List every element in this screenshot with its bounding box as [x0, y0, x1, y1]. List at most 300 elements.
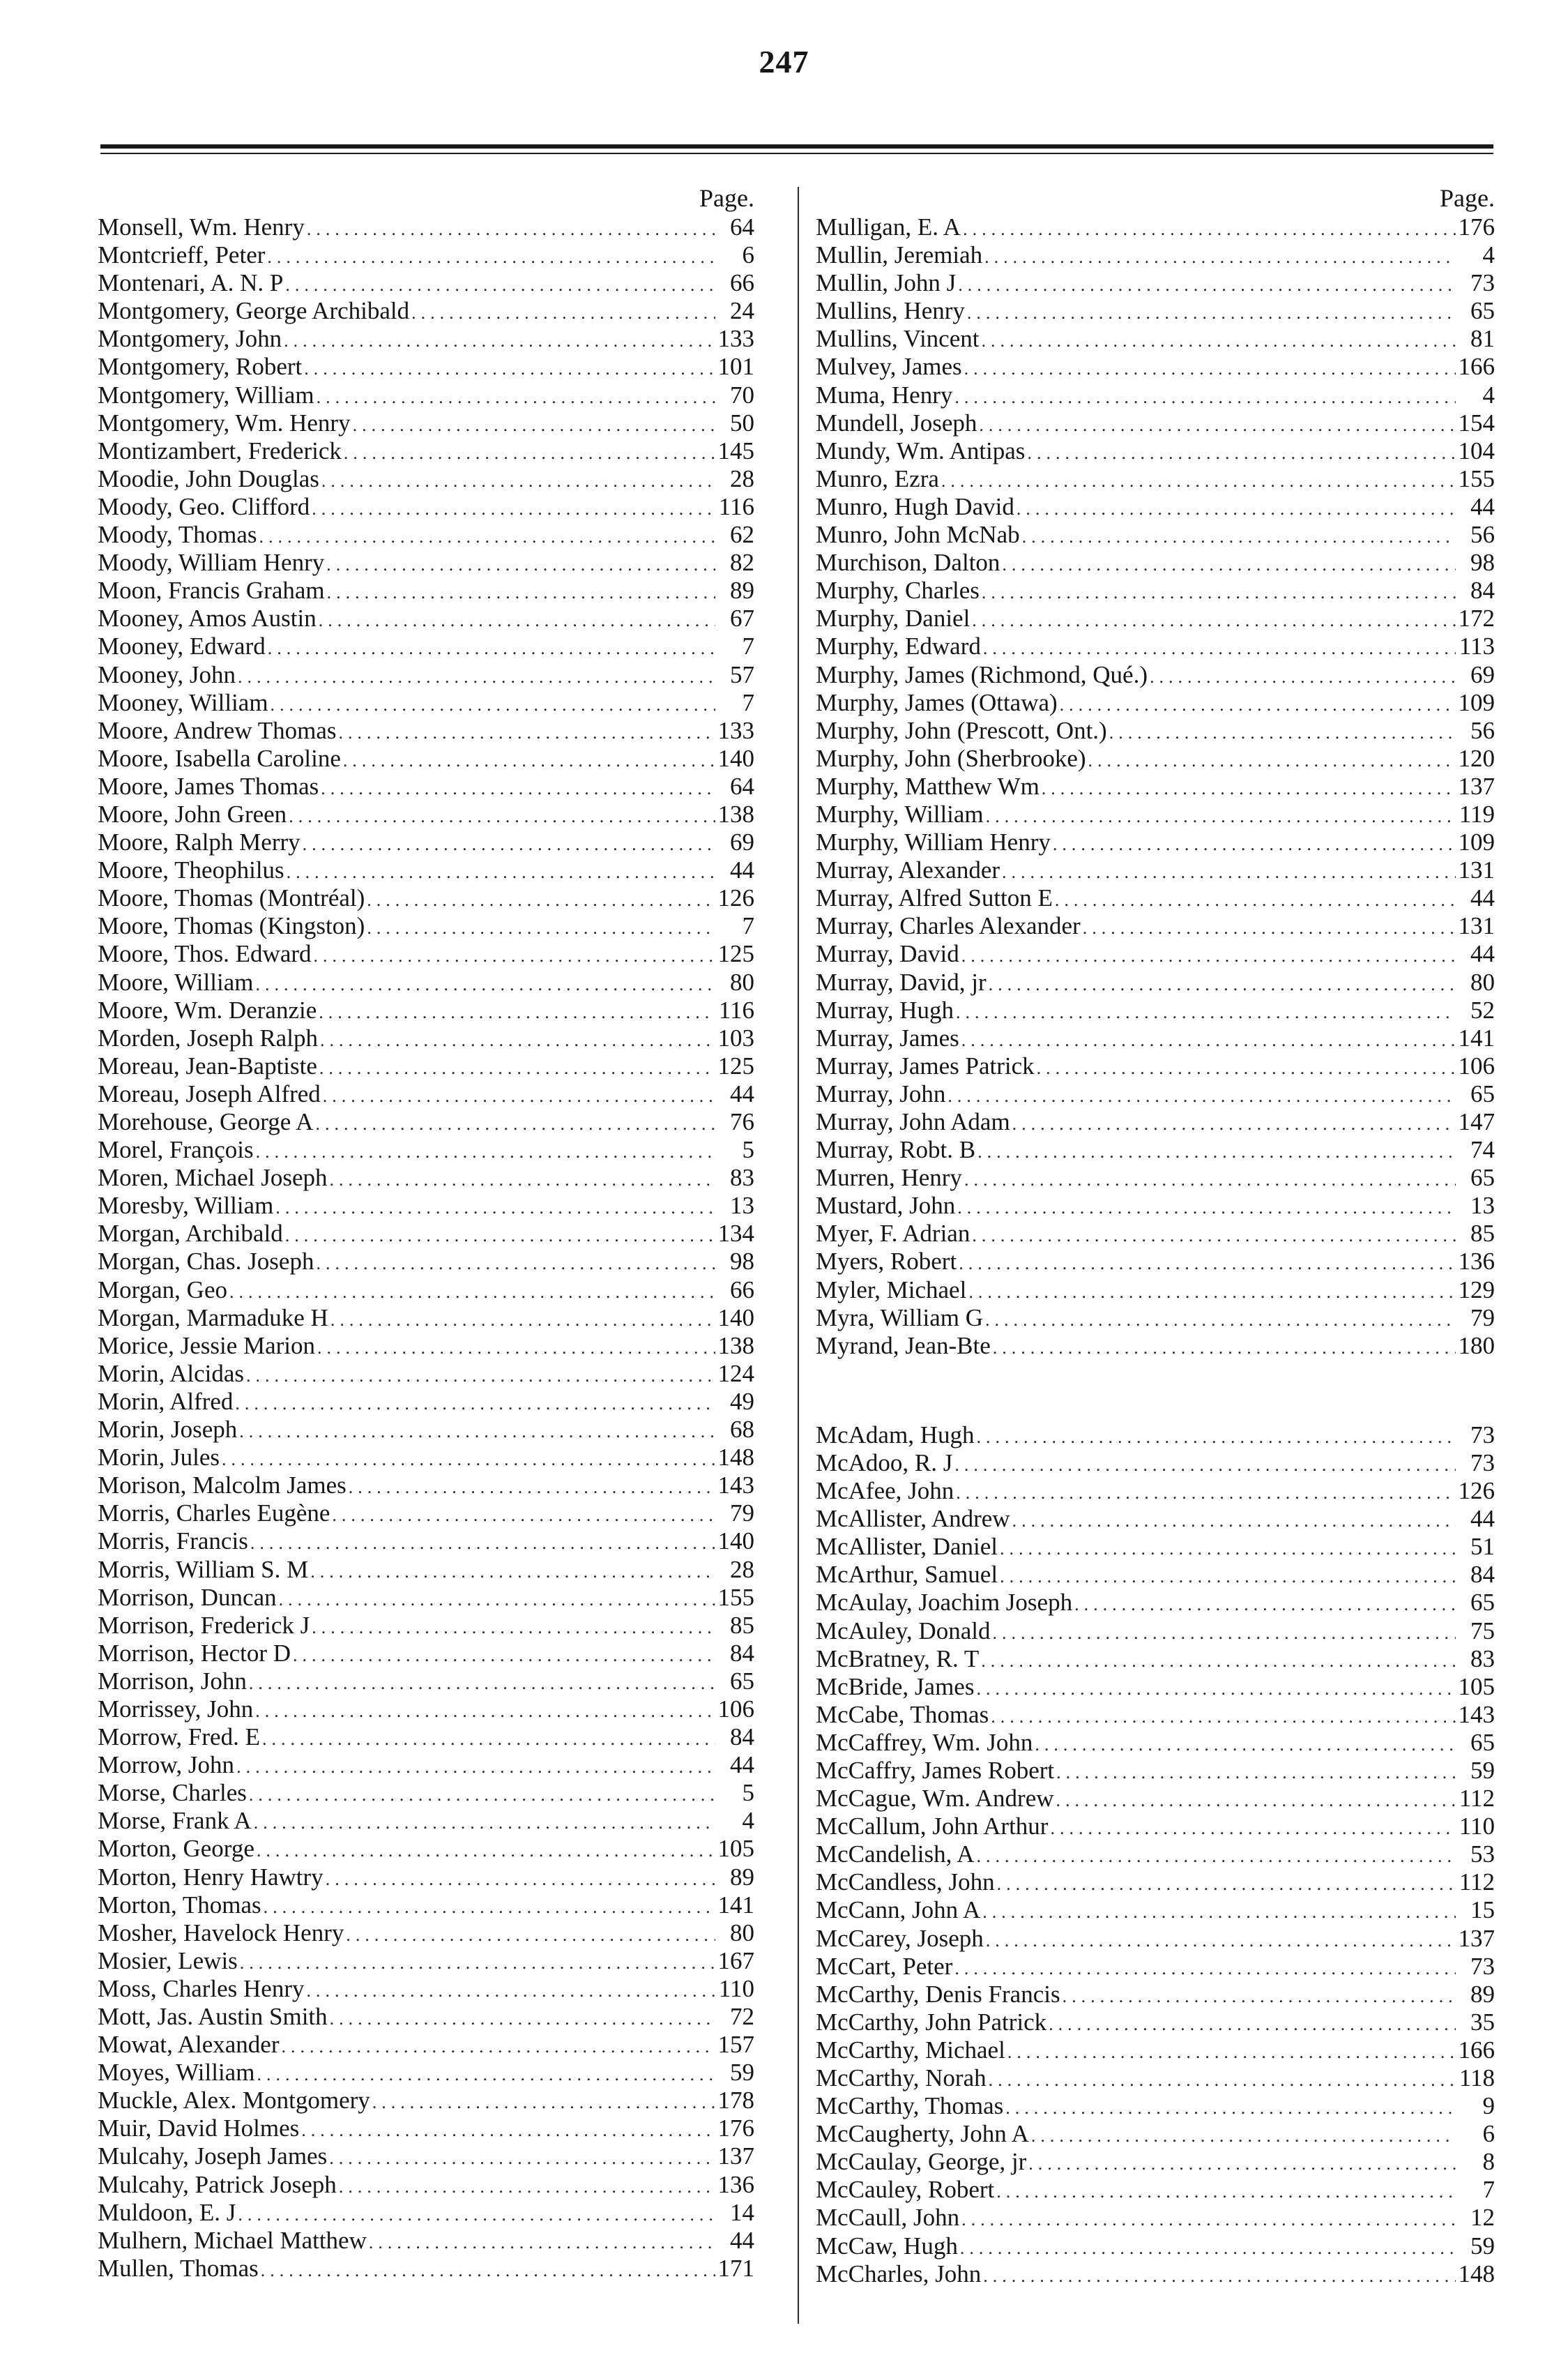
dot-leader: [268, 691, 715, 717]
index-entry: [98, 661, 754, 689]
entry-name: McCaw, Hugh: [816, 2232, 958, 2260]
index-entry: [98, 1751, 754, 1779]
index-entry: [98, 1136, 754, 1164]
entry-page: 5: [742, 1779, 754, 1807]
entry-page: 125: [717, 940, 754, 968]
dot-leader: [998, 1563, 1456, 1589]
index-entry: [816, 1840, 1495, 1868]
entry-page: 85: [730, 1611, 754, 1639]
dot-leader: [257, 523, 715, 549]
dot-leader: [247, 1781, 715, 1807]
entry-page: 157: [717, 2031, 754, 2059]
dot-leader: [321, 1082, 715, 1108]
index-entry: [98, 465, 754, 493]
dot-leader: [1054, 1759, 1456, 1785]
entry-page: 73: [1470, 1448, 1495, 1476]
entry-page: 167: [717, 1946, 754, 1974]
entry-name: Murphy, William Henry: [816, 828, 1051, 856]
entry-page: 140: [717, 1527, 754, 1555]
entry-page: 105: [717, 1835, 754, 1863]
dot-leader: [330, 1501, 715, 1527]
entry-page: 64: [730, 213, 754, 241]
dot-leader: [300, 831, 715, 856]
index-entry: [816, 2232, 1495, 2260]
entry-page: 59: [1470, 2232, 1495, 2260]
entry-page: 12: [1470, 2204, 1495, 2232]
dot-leader: [1053, 886, 1456, 912]
index-entry: [98, 1807, 754, 1835]
entry-page: 9: [1482, 2092, 1495, 2120]
dot-leader: [1035, 1054, 1456, 1080]
entry-name: Montgomery, Robert: [98, 353, 303, 381]
entry-page: 109: [1458, 828, 1495, 856]
dot-leader: [954, 1479, 1455, 1505]
dot-leader: [962, 1166, 1456, 1192]
entry-name: Muma, Henry: [816, 381, 953, 409]
index-entry: [816, 1276, 1495, 1304]
dot-leader: [975, 1138, 1456, 1164]
dot-leader: [351, 411, 715, 437]
entry-page: 66: [730, 1276, 754, 1303]
entry-page: 178: [717, 2087, 754, 2114]
dot-leader: [324, 1866, 715, 1891]
index-entry: [98, 1164, 754, 1192]
index-entry: [816, 381, 1495, 409]
dot-leader: [314, 1250, 715, 1276]
entry-name: Morin, Alfred: [98, 1387, 234, 1415]
entry-page: 136: [717, 2170, 754, 2198]
dot-leader: [252, 1809, 715, 1835]
entry-name: Moore, Isabella Caroline: [98, 744, 341, 772]
dot-leader: [987, 2066, 1456, 2092]
dot-leader: [966, 1278, 1455, 1304]
entry-page: 89: [730, 1863, 754, 1891]
dot-leader: [365, 914, 715, 940]
entry-page: 89: [730, 577, 754, 605]
entry-page: 49: [730, 1387, 754, 1415]
dot-leader: [1014, 495, 1456, 521]
entry-name: Murray, Hugh: [816, 996, 954, 1024]
dot-leader: [370, 2089, 715, 2114]
entry-name: Montgomery, John: [98, 325, 282, 353]
entry-page: 52: [1470, 996, 1495, 1024]
entry-name: McCague, Wm. Andrew: [816, 1785, 1054, 1813]
entry-name: Murphy, Edward: [816, 633, 981, 660]
dot-leader: [312, 942, 715, 968]
entry-name: Munro, John McNab: [816, 521, 1020, 549]
entry-page: 83: [1470, 1644, 1495, 1672]
entry-name: Moreau, Joseph Alfred: [98, 1080, 321, 1107]
entry-name: Morse, Charles: [98, 1779, 247, 1807]
dot-leader: [347, 1474, 715, 1499]
entry-page: 73: [1470, 269, 1495, 297]
index-entry: [816, 1981, 1495, 2008]
dot-leader: [1033, 1731, 1456, 1757]
entry-name: Moss, Charles Henry: [98, 1974, 305, 2002]
dot-leader: [302, 355, 715, 381]
entry-page: 84: [1470, 1561, 1495, 1589]
index-entry: [816, 1589, 1495, 1617]
entry-name: Montgomery, George Archibald: [98, 297, 410, 325]
entry-name: Moody, William Henry: [98, 549, 325, 577]
entry-name: Moore, Ralph Merry: [98, 828, 300, 856]
index-entry: [816, 1332, 1495, 1360]
dot-leader: [957, 1250, 1455, 1276]
entry-page: 5: [742, 1136, 754, 1164]
entry-name: Murphy, Matthew Wm: [816, 772, 1040, 800]
index-entry: [816, 1645, 1495, 1673]
entry-name: Morrow, Fred. E: [98, 1723, 260, 1751]
entry-name: Murphy, James (Richmond, Qué.): [816, 660, 1148, 688]
dot-leader: [1060, 1983, 1456, 2008]
entry-page: 44: [1470, 884, 1495, 912]
index-entry: [816, 605, 1495, 633]
index-entry: [816, 2092, 1495, 2120]
index-entry: [98, 1891, 754, 1919]
index-entry: [816, 828, 1495, 856]
entry-page: 101: [717, 353, 754, 381]
entry-name: Munro, Ezra: [816, 464, 939, 492]
entry-page: 155: [717, 1583, 754, 1611]
entry-page: 113: [1459, 633, 1495, 660]
dot-leader: [233, 1390, 715, 1416]
entry-name: McCandless, John: [816, 1868, 995, 1896]
entry-name: Moore, Thos. Edward: [98, 940, 312, 968]
entry-name: McBratney, R. T: [816, 1644, 980, 1672]
entry-page: 44: [730, 1751, 754, 1779]
entry-page: 79: [730, 1499, 754, 1527]
entry-page: 98: [1470, 549, 1495, 577]
dot-leader: [1054, 1787, 1456, 1813]
dot-leader: [1040, 775, 1456, 801]
dot-leader: [959, 942, 1456, 968]
entry-name: Morgan, Chas. Joseph: [98, 1248, 314, 1276]
entry-page: 148: [1458, 2260, 1495, 2287]
dot-leader: [328, 2005, 715, 2031]
entry-page: 6: [1482, 2120, 1495, 2148]
index-entry: [98, 1835, 754, 1863]
entry-name: Mulhern, Michael Matthew: [98, 2226, 367, 2254]
index-entry: [98, 2114, 754, 2142]
index-entry: [816, 884, 1495, 912]
index-entry: [98, 297, 754, 325]
dot-leader: [327, 2144, 715, 2170]
entry-page: 74: [1470, 1136, 1495, 1164]
index-entry: [98, 773, 754, 801]
index-entry: [98, 1612, 754, 1640]
entry-page: 106: [717, 1695, 754, 1723]
entry-name: Moore, Wm. Deranzie: [98, 996, 317, 1024]
entry-name: Morgan, Geo: [98, 1276, 227, 1303]
index-entry: [816, 1673, 1495, 1701]
dot-leader: [989, 1703, 1455, 1729]
index-entry: [98, 2227, 754, 2255]
index-entry: [98, 2059, 754, 2087]
entry-page: 112: [1459, 1785, 1495, 1813]
entry-name: Morison, Malcolm James: [98, 1471, 347, 1499]
entry-name: Munro, Hugh David: [816, 492, 1014, 520]
entry-page: 148: [717, 1444, 754, 1471]
entry-name: McCallum, John Arthur: [816, 1813, 1049, 1840]
entry-page: 105: [1458, 1672, 1495, 1700]
entry-page: 137: [717, 2142, 754, 2170]
right-column: [816, 183, 1495, 2288]
entry-name: Morehouse, George A: [98, 1108, 314, 1135]
entry-name: Murphy, William: [816, 800, 984, 828]
entry-name: Mooney, John: [98, 660, 236, 688]
index-entry: [816, 1868, 1495, 1896]
entry-name: Myrand, Jean-Bte: [816, 1331, 991, 1359]
entry-name: Moore, Andrew Thomas: [98, 716, 337, 744]
entry-name: Morton, Henry Hawtry: [98, 1863, 324, 1891]
entry-page: 65: [1470, 1080, 1495, 1107]
dot-leader: [248, 1529, 715, 1555]
page-column-label: Page.: [699, 184, 754, 212]
index-entry: [816, 1024, 1495, 1052]
entry-page: 8: [1482, 2148, 1495, 2176]
entry-name: Morrison, Frederick J: [98, 1611, 310, 1639]
header-rule-thick: [100, 144, 1493, 149]
entry-name: Morris, William S. M: [98, 1555, 309, 1583]
index-entry: [98, 1584, 754, 1612]
entry-name: Morrison, Hector D: [98, 1639, 291, 1667]
entry-page: 7: [742, 688, 754, 716]
dot-leader: [959, 1027, 1456, 1052]
entry-page: 75: [1470, 1617, 1495, 1644]
index-entry: [98, 2031, 754, 2059]
entry-name: Myers, Robert: [816, 1248, 957, 1276]
entry-page: 65: [1470, 297, 1495, 325]
dot-leader: [956, 271, 1456, 297]
entry-name: Morice, Jessie Marion: [98, 1331, 316, 1359]
entry-page: 57: [730, 660, 754, 688]
dot-leader: [987, 971, 1456, 997]
dot-leader: [983, 1306, 1456, 1332]
dot-leader: [979, 327, 1456, 353]
entry-name: Mustard, John: [816, 1192, 956, 1220]
entry-name: Morden, Joseph Ralph: [98, 1024, 318, 1052]
entry-name: Murphy, John (Sherbrooke): [816, 744, 1086, 772]
dot-leader: [981, 2262, 1455, 2288]
index-entry: [98, 2003, 754, 2031]
dot-leader: [317, 1054, 715, 1080]
entry-name: Murphy, James (Ottawa): [816, 688, 1058, 716]
index-entry: [816, 1729, 1495, 1757]
entry-name: Morin, Joseph: [98, 1416, 238, 1444]
dot-leader: [254, 2061, 715, 2087]
page-column-label: Page.: [1440, 184, 1495, 212]
entry-page: 64: [730, 772, 754, 800]
dot-leader: [238, 1949, 715, 1975]
dot-leader: [998, 1535, 1456, 1561]
dot-leader: [945, 1082, 1456, 1108]
index-entry: [98, 1779, 754, 1807]
entry-page: 7: [1482, 2176, 1495, 2204]
index-entry: [816, 521, 1495, 549]
index-entry: [98, 353, 754, 381]
entry-name: Montizambert, Frederick: [98, 437, 342, 464]
entry-name: McCaull, John: [816, 2204, 960, 2232]
entry-page: 116: [718, 492, 754, 520]
index-entry: [816, 2204, 1495, 2232]
index-entry: [98, 1640, 754, 1667]
dot-leader: [313, 1110, 715, 1136]
index-entry: [98, 325, 754, 353]
entry-page: 131: [1458, 856, 1495, 884]
index-entry: [98, 633, 754, 660]
entry-name: Muckle, Alex. Montgomery: [98, 2087, 370, 2114]
dot-leader: [970, 1222, 1456, 1248]
dot-leader: [236, 663, 715, 689]
index-entry: [98, 1080, 754, 1108]
entry-name: Mullin, Jeremiah: [816, 241, 983, 269]
index-entry: [98, 1863, 754, 1891]
dot-leader: [284, 858, 715, 884]
entry-page: 166: [1458, 2036, 1495, 2064]
entry-name: Moyes, William: [98, 2059, 255, 2087]
entry-page: 103: [717, 1024, 754, 1052]
index-entry: [816, 717, 1495, 745]
entry-name: Montcrieff, Peter: [98, 241, 266, 269]
entry-page: 79: [1470, 1303, 1495, 1331]
entry-name: Murray, Robt. B: [816, 1136, 976, 1164]
entry-page: 44: [730, 856, 754, 884]
entry-name: Murray, Alexander: [816, 856, 1000, 884]
dot-leader: [220, 1446, 715, 1471]
entry-page: 143: [1458, 1700, 1495, 1728]
entry-page: 68: [730, 1416, 754, 1444]
index-entry: [816, 2036, 1495, 2064]
dot-leader: [984, 803, 1456, 828]
index-entry: [98, 213, 754, 241]
entry-page: 70: [730, 381, 754, 409]
dot-leader: [1003, 2094, 1456, 2120]
index-entry: [98, 1192, 754, 1220]
dot-leader: [266, 635, 715, 660]
dot-leader: [344, 1921, 715, 1947]
entry-page: 110: [718, 1974, 754, 2002]
entry-page: 65: [1470, 1164, 1495, 1192]
dot-leader: [325, 579, 715, 605]
dot-leader: [1051, 831, 1456, 856]
index-entry: [98, 1556, 754, 1584]
dot-leader: [287, 803, 715, 828]
index-entry: [98, 1220, 754, 1248]
entry-page: 110: [1459, 1813, 1495, 1840]
entry-page: 67: [730, 605, 754, 633]
entry-name: Mooney, Amos Austin: [98, 605, 317, 633]
index-entry: [816, 2260, 1495, 2288]
index-entry: [816, 940, 1495, 968]
index-entry: [98, 2171, 754, 2199]
index-entry: [98, 269, 754, 297]
entry-page: 176: [717, 2114, 754, 2142]
dot-leader: [1046, 2011, 1456, 2036]
entry-name: McCarthy, John Patrick: [816, 2008, 1047, 2036]
entry-name: Murphy, Charles: [816, 577, 980, 605]
index-entry: [816, 577, 1495, 605]
index-entry: [98, 1052, 754, 1080]
index-entry: [98, 969, 754, 997]
entry-name: Myer, F. Adrian: [816, 1220, 971, 1248]
dot-leader: [234, 1753, 715, 1779]
index-entry: [816, 1136, 1495, 1164]
dot-leader: [1029, 2122, 1456, 2148]
dot-leader: [1058, 691, 1456, 717]
entry-page: 44: [1470, 1505, 1495, 1533]
entry-name: McCarthy, Norah: [816, 2064, 987, 2091]
entry-page: 56: [1470, 716, 1495, 744]
dot-leader: [994, 2178, 1456, 2204]
index-entry: [816, 1220, 1495, 1248]
index-list-right-m: [816, 213, 1495, 1360]
entry-name: McArthur, Samuel: [816, 1561, 998, 1589]
dot-leader: [337, 2173, 715, 2199]
dot-leader: [305, 1977, 716, 2003]
dot-leader: [1000, 551, 1456, 577]
entry-page: 73: [1470, 1421, 1495, 1448]
dot-leader: [1048, 1815, 1456, 1840]
dot-leader: [308, 1558, 715, 1584]
index-entry: [98, 1024, 754, 1052]
entry-page: 76: [730, 1108, 754, 1135]
entry-page: 35: [1470, 2008, 1495, 2036]
dot-leader: [1072, 1591, 1456, 1617]
index-entry: [816, 912, 1495, 940]
index-entry: [98, 1416, 754, 1444]
index-entry: [816, 493, 1495, 521]
dot-leader: [227, 1278, 715, 1304]
index-entry: [98, 2142, 754, 2170]
dot-leader: [254, 1138, 715, 1164]
index-entry: [816, 409, 1495, 437]
dot-leader: [283, 1222, 715, 1248]
entry-name: McCarey, Joseph: [816, 1924, 984, 1952]
entry-name: Moore, Thomas (Kingston): [98, 912, 365, 940]
dot-leader: [981, 635, 1456, 660]
index-entry: [98, 493, 754, 521]
entry-name: Moren, Michael Joseph: [98, 1164, 328, 1192]
dot-leader: [1148, 663, 1456, 689]
entry-name: Murray, Charles Alexander: [816, 912, 1081, 940]
entry-name: Mosher, Havelock Henry: [98, 1919, 344, 1946]
index-entry: [816, 1785, 1495, 1813]
dot-leader: [995, 1870, 1456, 1896]
entry-page: 131: [1458, 912, 1495, 940]
index-entry: [816, 1108, 1495, 1136]
index-entry: [816, 1449, 1495, 1477]
index-entry: [816, 1192, 1495, 1220]
dot-leader: [954, 999, 1456, 1024]
entry-name: Murchison, Dalton: [816, 549, 1000, 577]
entry-page: 125: [717, 1052, 754, 1080]
entry-name: Mullins, Vincent: [816, 325, 980, 353]
entry-page: 137: [1458, 772, 1495, 800]
index-entry: [816, 1080, 1495, 1108]
index-entry: [816, 1896, 1495, 1924]
index-entry: [98, 241, 754, 269]
dot-leader: [265, 243, 715, 269]
entry-name: Montenari, A. N. P: [98, 269, 284, 297]
entry-page: 7: [742, 912, 754, 940]
dot-leader: [977, 411, 1455, 437]
entry-page: 69: [1470, 660, 1495, 688]
dot-leader: [1107, 719, 1456, 745]
dot-leader: [970, 607, 1455, 633]
entry-name: McCandelish, A: [816, 1840, 975, 1868]
dot-leader: [328, 1306, 715, 1332]
dot-leader: [952, 1451, 1456, 1477]
